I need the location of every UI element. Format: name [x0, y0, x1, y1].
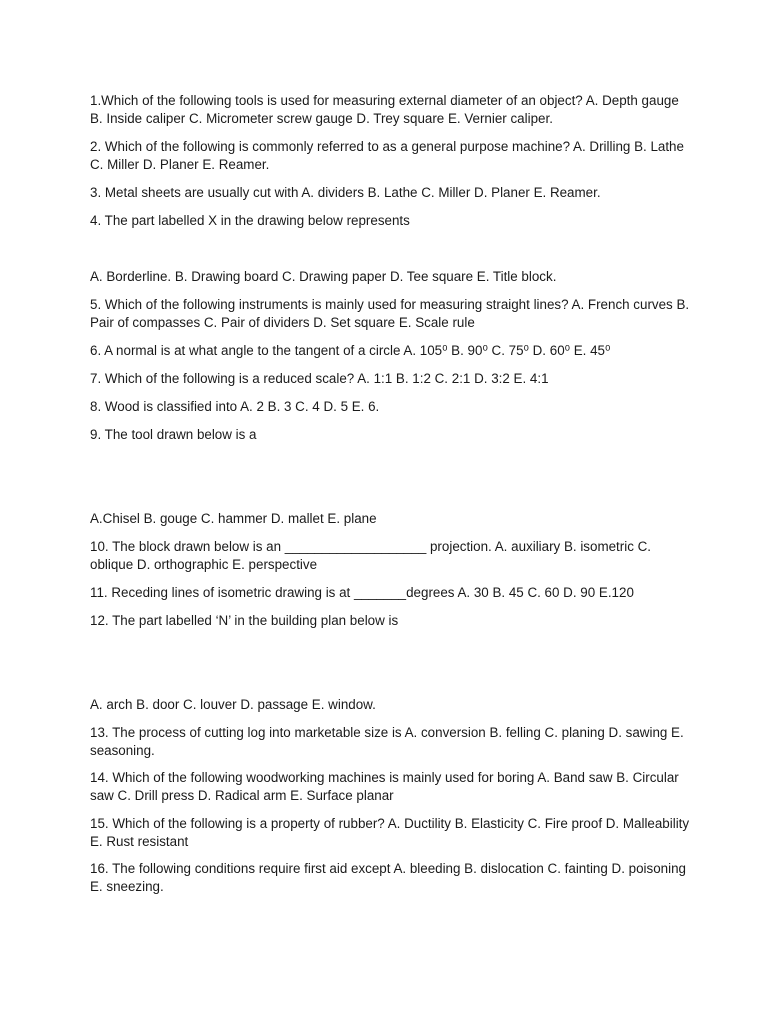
question-4-options: A. Borderline. B. Drawing board C. Drawing paper D. Tee square E. Title block. [90, 269, 557, 284]
question-8: 8. Wood is classified into A. 2 B. 3 C. 4 D. 5 E. 6. [90, 399, 380, 414]
question-10: 10. The block drawn below is an ___________________ projection. A. auxiliary B. isometric C. oblique D. orthographic E. perspective [90, 539, 652, 572]
question-7: 7. Which of the following is a reduced scale? A. 1:1 B. 1:2 C. 2:1 D. 3:2 E. 4:1 [90, 371, 549, 386]
question-13: 13. The process of cutting log into marketable size is A. conversion B. felling C. planing D. sawing E. seasoning. [90, 725, 684, 758]
question-1: 1.Which of the following tools is used for measuring external diameter of an object? A. Depth gauge B. Inside caliper C. Micrometer screw gauge D. Trey square E. Vernier caliper. [90, 93, 679, 126]
question-12-options: A. arch B. door C. louver D. passage E. window. [90, 697, 376, 712]
question-15: 15. Which of the following is a property of rubber? A. Ductility B. Elasticity C. Fire proof D. Malleability E. Rust resistant [90, 816, 690, 849]
question-9: 9. The tool drawn below is a [90, 427, 257, 442]
question-14: 14. Which of the following woodworking machines is mainly used for boring A. Band saw B. Circular saw C. Drill press D. Radical arm E. Surface planar [90, 770, 679, 803]
question-3: 3. Metal sheets are usually cut with A. dividers B. Lathe C. Miller D. Planer E. Reamer. [90, 185, 601, 200]
question-2: 2. Which of the following is commonly referred to as a general purpose machine? A. Drilling B. Lathe C. Miller D. Planer E. Reamer. [90, 139, 684, 172]
question-9-options: A.Chisel B. gouge C. hammer D. mallet E. plane [90, 511, 377, 526]
question-11: 11. Receding lines of isometric drawing is at _______degrees A. 30 B. 45 C. 60 D. 90 E.120 [90, 585, 634, 600]
question-5: 5. Which of the following instruments is mainly used for measuring straight lines? A. French curves B. Pair of compasses C. Pair of dividers D. Set square E. Scale rule [90, 297, 690, 330]
question-4: 4. The part labelled X in the drawing below represents [90, 213, 410, 228]
question-6: 6. A normal is at what angle to the tangent of a circle A. 105⁰ B. 90⁰ C. 75⁰ D. 60⁰ E. 45⁰ [90, 343, 611, 358]
question-12: 12. The part labelled ‘N’ in the building plan below is [90, 613, 399, 628]
question-16: 16. The following conditions require first aid except A. bleeding B. dislocation C. fainting D. poisoning E. sneezing. [90, 861, 686, 894]
